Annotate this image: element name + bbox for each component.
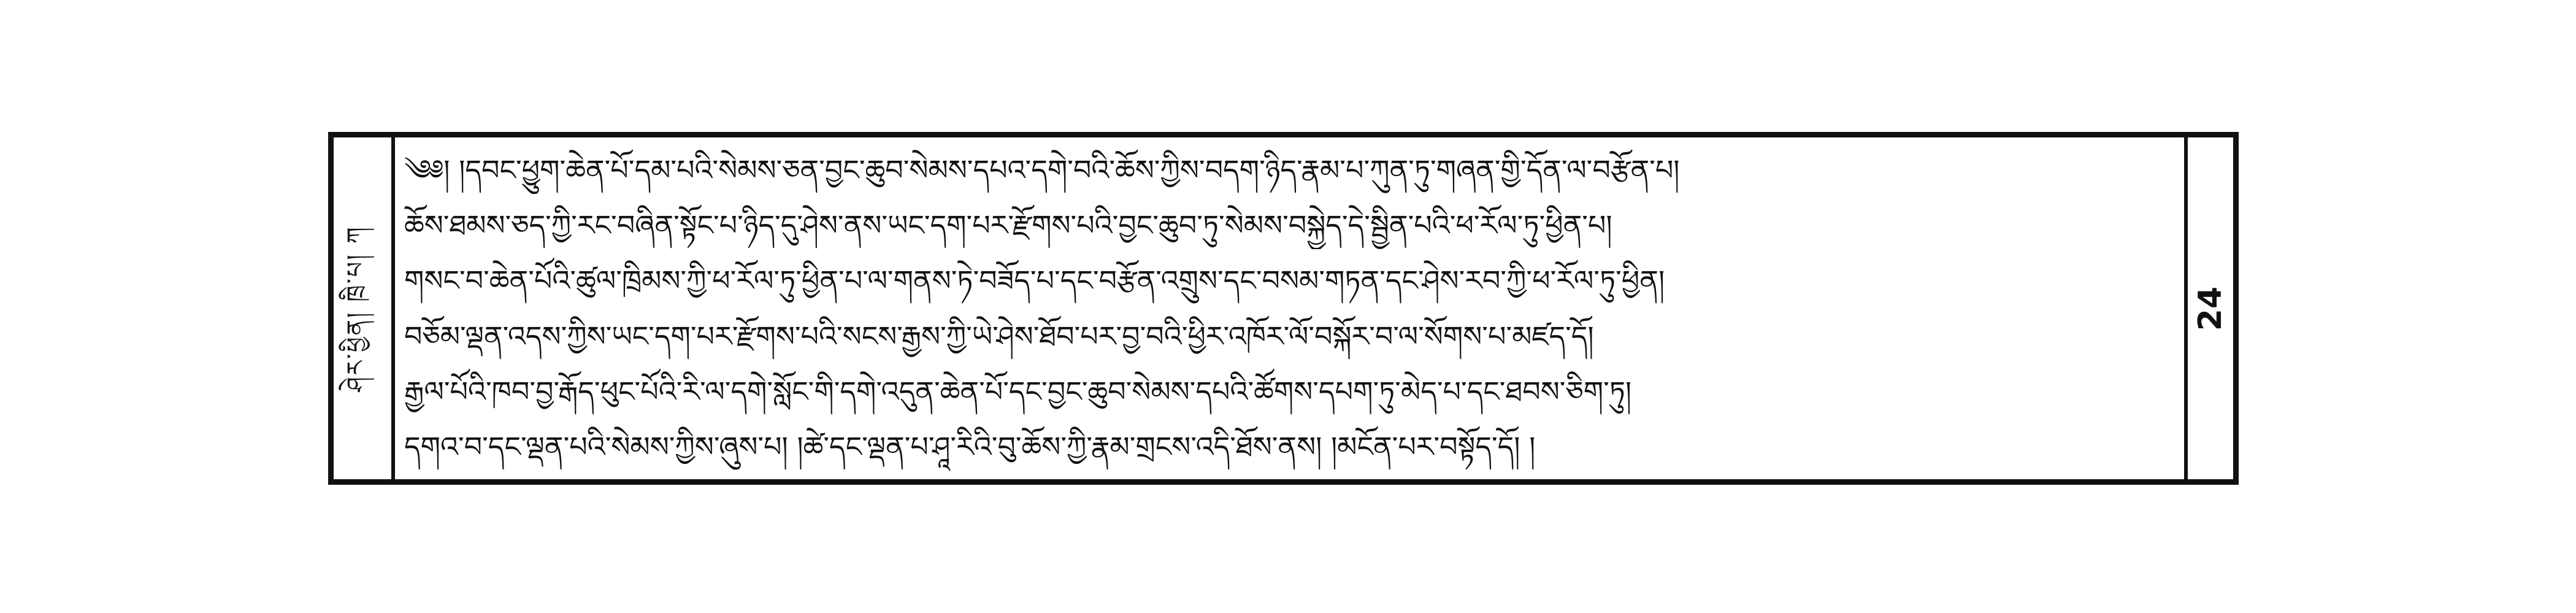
text-line: དགའ་བ་དང་ལྡན་པའི་སེམས་ཀྱིས་ཞུས་པ། །ཚེ་དང་ལྡན་པ་ཤཱ་རིའི་བུ་ཆོས་ཀྱི་རྣམ་གྲངས་འདི་ཐོས་ནས། །མངོན་པར་བསྟོད་དོ། ། (404, 430, 1536, 463)
left-margin (334, 137, 395, 479)
text-line: རྒྱལ་པོའི་ཁབ་བྱ་རྒོད་ཕུང་པོའི་རི་ལ་དགེ་སློང་གི་དགེ་འདུན་ཆེན་པོ་དང་བྱང་ཆུབ་སེམས་དཔའི་ཚོགས་དཔག་ཏུ་མེད་པ་དང་ཐབས་ཅིག་ཏུ། (404, 374, 1632, 408)
text-line: བཅོམ་ལྡན་འདས་ཀྱིས་ཡང་དག་པར་རྫོགས་པའི་སངས་རྒྱས་ཀྱི་ཡེ་ཤེས་ཐོབ་པར་བྱ་བའི་ཕྱིར་འཁོར་ལོ་བསྐོར་བ་ལ་སོགས་པ་མཛད་དོ། (404, 319, 1594, 353)
text-line: ༄༅། །དབང་ཕྱུག་ཆེན་པོ་དམ་པའི་སེམས་ཅན་བྱང་ཆུབ་སེམས་དཔའ་དགེ་བའི་ཆོས་ཀྱིས་བདག་ཉིད་རྣམ་པ་ཀུན་ཏུ་གཞན་གྱི་དོན་ལ་བརྩོན་པ། (404, 153, 1680, 187)
text-line: ཆོས་ཐམས་ཅད་ཀྱི་རང་བཞིན་སྟོང་པ་ཉིད་དུ་ཤེས་ནས་ཡང་དག་པར་རྫོགས་པའི་བྱང་ཆུབ་ཏུ་སེམས་བསྐྱེད་དེ་སྦྱིན་པའི་ཕ་རོལ་ཏུ་ཕྱིན་པ། (404, 209, 1612, 242)
pecha-page (328, 132, 2239, 485)
text-body (404, 146, 2175, 471)
margin-title-label: ཤེར་ཕྱིན། ཁྲི་པ། ཀ (342, 225, 369, 392)
right-margin (2184, 137, 2233, 479)
page-number: 24 (2192, 286, 2229, 331)
text-line: གསང་བ་ཆེན་པོའི་ཚུལ་ཁྲིམས་ཀྱི་ཕ་རོལ་ཏུ་ཕྱིན་པ་ལ་གནས་ཏེ་བཟོད་པ་དང་བརྩོན་འགྲུས་དང་བསམ་གཏན་དང་ཤེས་རབ་ཀྱི་ཕ་རོལ་ཏུ་ཕྱིན། (404, 264, 1665, 298)
